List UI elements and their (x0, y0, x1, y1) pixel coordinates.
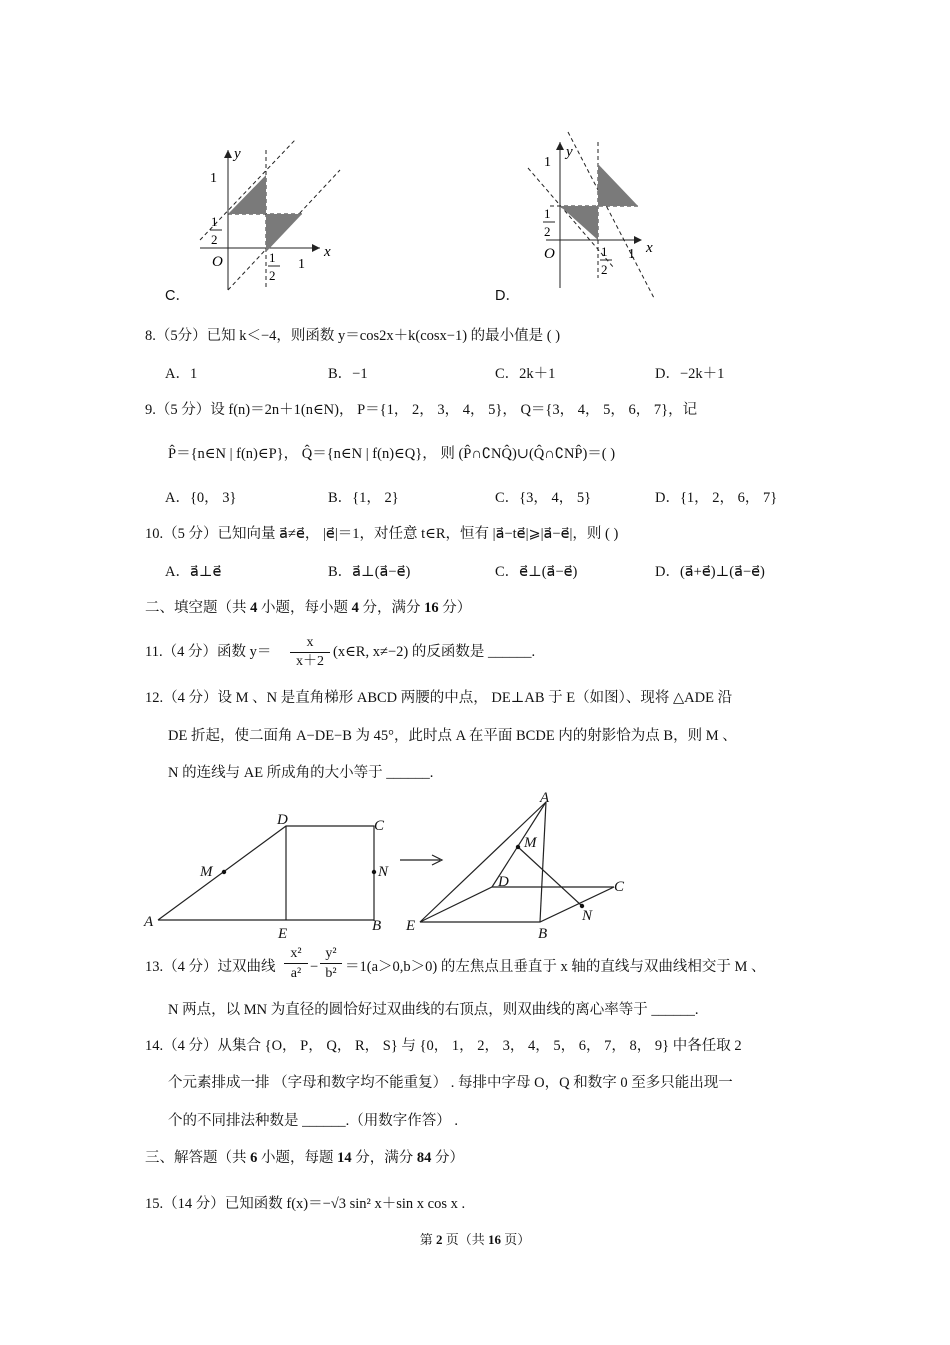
q14-line2: 个元素排成一排 （字母和数字均不能重复） . 每排中字母 O，Q 和数字 0 至多只能出现一 (168, 1075, 733, 1091)
label-d-3d: D (498, 874, 509, 890)
shaded-region-lower (266, 214, 302, 252)
q14-line1: 14.（4 分）从集合 {O， P， Q， R， S} 与 {0， 1， 2， 3， 4， 5， 6， 7， 8， 9} 中各任取 2 (145, 1038, 742, 1054)
label-m-3d: M (524, 835, 537, 851)
q13-frac-x (284, 944, 308, 983)
graph-d (520, 128, 670, 300)
q15-stem: 15.（14 分）已知函数 f(x)＝−√3 sin² x＋sin x cos x . (145, 1196, 466, 1212)
q11-fraction (290, 634, 330, 671)
graph-c (190, 140, 360, 300)
page-footer: 第 2 页（共 16 页） (419, 1232, 531, 1247)
figure-12 (140, 790, 660, 940)
q13-a2: a² (284, 963, 308, 983)
q10-option-d: D．(a⃗+e⃗)⊥(a⃗−e⃗) (655, 564, 765, 580)
q10-option-a: A．a⃗⊥e⃗ (165, 564, 222, 580)
label-c-3d: C (614, 879, 625, 895)
q13-frac-y (320, 944, 342, 983)
tick-half-y-den: 2 (544, 224, 551, 239)
q9-option-b: B．{1， 2} (328, 490, 399, 506)
label-e-3d: E (406, 918, 416, 934)
origin-label: O (212, 254, 223, 270)
q14-line3: 个的不同排法种数是 ______.（用数字作答） . (168, 1113, 458, 1129)
q8-option-d: D．−2k＋1 (655, 366, 725, 382)
label-m: M (200, 864, 213, 880)
q8-stem: 8.（5分）已知 k＜−4，则函数 y＝cos2x＋k(cosx−1) 的最小值是 ( ) (145, 328, 561, 344)
label-n: N (378, 864, 389, 880)
q12-line3: N 的连线与 AE 所成角的大小等于 ______. (168, 765, 434, 781)
segment-mn (518, 847, 582, 906)
q13-line2: N 两点，以 MN 为直径的圆恰好过双曲线的右顶点，则双曲线的离心率等于 ______. (168, 1002, 699, 1018)
label-n-3d: N (582, 908, 593, 924)
q9-stem: 9.（5 分）设 f(n)＝2n＋1(n∈N)， P＝{1， 2， 3， 4， 5}， Q＝{3， 4， 5， 6， 7}，记 (145, 402, 698, 418)
q8-option-a: A．1 (165, 366, 198, 382)
tick-half-x-den: 2 (601, 262, 608, 277)
label-b-3d: B (538, 926, 548, 940)
label-a: A (144, 914, 154, 930)
label-d: D (277, 812, 288, 828)
origin-label: O (544, 246, 555, 262)
section-3-heading: 三、解答题（共 6 小题，每题 14 分，满分 84 分） (145, 1150, 464, 1166)
q13-prefix: 13.（4 分）过双曲线 (145, 959, 276, 975)
tick-half-y-num: 1 (211, 214, 218, 229)
shaded-region-upper (228, 175, 266, 214)
q9-stem-2: P̂＝{n∈N | f(n)∈P}， Q̂＝{n∈N | f(n)∈Q}， 则 (P̂∩∁NQ̂)∪(Q̂∩∁NP̂)＝( ) (168, 446, 616, 462)
q8-option-c: C．2k＋1 (495, 366, 556, 382)
q10-option-c: C．e⃗⊥(a⃗−e⃗) (495, 564, 578, 580)
q12-line1: 12.（4 分）设 M 、N 是直角梯形 ABCD 两腰的中点， DE⊥AB 于 E（如图）、现将 △ADE 沿 (145, 690, 733, 706)
option-c-label: C． (165, 288, 190, 304)
q11-frac-den: x＋2 (290, 652, 330, 671)
q9-option-d: D．{1， 2， 6， 7} (655, 490, 778, 506)
x-label: x (324, 244, 331, 260)
label-b: B (372, 918, 382, 934)
q13-suffix: ＝1(a＞0,b＞0) 的左焦点且垂直于 x 轴的直线与双曲线相交于 M 、 (345, 959, 766, 975)
tick-half-x-den: 2 (269, 268, 276, 283)
q13-minus: − (310, 959, 319, 975)
q9-option-c: C．{3， 4， 5} (495, 490, 592, 506)
tick-half-y-num: 1 (544, 206, 551, 221)
q10-option-b: B．a⃗⊥(a⃗−e⃗) (328, 564, 411, 580)
y-label: y (566, 144, 573, 160)
tick-1-y: 1 (210, 171, 217, 186)
q11-suffix: (x∈R, x≠−2) 的反函数是 ______. (333, 644, 536, 660)
q9-option-a: A．{0， 3} (165, 490, 237, 506)
tick-1-x: 1 (628, 247, 635, 262)
q13-x2: x² (290, 946, 302, 961)
trapezoid-abcd (158, 826, 374, 920)
label-e: E (278, 926, 288, 940)
x-label: x (646, 240, 653, 256)
segment-ab (540, 802, 546, 922)
q8-option-b: B．−1 (328, 366, 368, 382)
tick-1-x: 1 (298, 257, 305, 272)
y-label: y (234, 146, 241, 162)
tick-half-y-den: 2 (211, 232, 218, 247)
label-c: C (374, 818, 385, 834)
section-2-heading: 二、填空题（共 4 小题，每小题 4 分，满分 16 分） (145, 600, 472, 616)
label-a-3d: A (540, 790, 550, 806)
tick-half-x-num: 1 (269, 250, 276, 265)
shaded-region-lower (560, 206, 598, 240)
q13-y2: y² (325, 946, 337, 961)
shaded-region-upper (598, 164, 638, 206)
tick-half-x-num: 1 (601, 244, 608, 259)
q13-b2: b² (320, 963, 342, 983)
q12-line2: DE 折起，使二面角 A−DE−B 为 45°，此时点 A 在平面 BCDE 内的射影恰为点 B，则 M 、 (168, 728, 737, 744)
q11-prefix: 11.（4 分）函数 y＝ (145, 644, 272, 660)
q10-stem: 10.（5 分）已知向量 a⃗≠e⃗， |e⃗|＝1，对任意 t∈R，恒有 |a⃗−te⃗|⩾|a⃗−e⃗|，则 ( ) (145, 526, 619, 542)
q11-frac-num: x (306, 635, 314, 650)
option-d-label: D． (495, 288, 520, 304)
tick-1-y: 1 (544, 155, 551, 170)
